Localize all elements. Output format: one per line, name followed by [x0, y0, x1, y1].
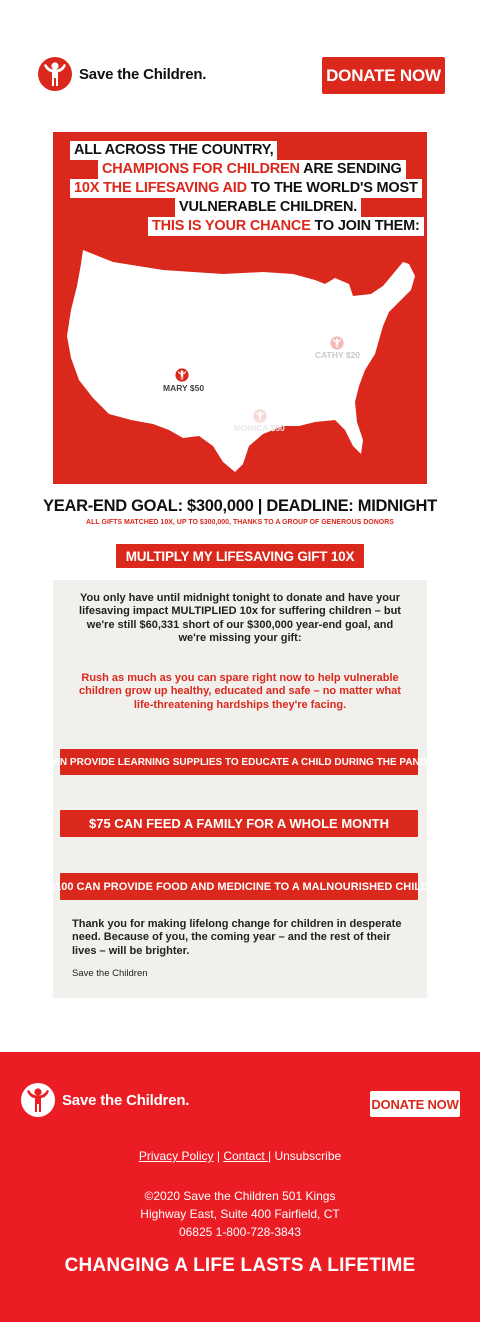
footer-links	[0, 1149, 480, 1163]
email-header	[0, 0, 480, 132]
us-map	[53, 240, 427, 484]
address-line-1: ©2020 Save the Children 501 Kings	[144, 1189, 336, 1203]
gift-option-100[interactable]: $100 CAN PROVIDE FOOD AND MEDICINE TO A MALNOURISHED CHILD	[60, 873, 418, 900]
contact-link[interactable]: Contact	[223, 1149, 269, 1163]
gift-option-40[interactable]: $40 CAN PROVIDE LEARNING SUPPLIES TO EDUCATE A CHILD DURING THE PANDEMIC	[60, 749, 418, 775]
year-end-goal-headline: YEAR-END GOAL: $300,000 | DEADLINE: MIDNIGHT	[43, 497, 437, 515]
hero-line-3	[70, 179, 422, 198]
address-line-3: 06825 1-800-728-3843	[178, 1225, 302, 1239]
gift-option-75[interactable]: $75 CAN FEED A FAMILY FOR A WHOLE MONTH	[60, 810, 418, 837]
hero-line-3-rest: TO THE WORLD'S MOST	[246, 180, 418, 196]
link-separator: |	[268, 1149, 275, 1163]
hero-line-5-rest: TO JOIN THEM:	[310, 218, 420, 234]
donor-pin-icon	[253, 409, 267, 423]
donor-pin-icon	[175, 368, 189, 382]
link-separator: |	[213, 1149, 224, 1163]
multiply-gift-button[interactable]: MULTIPLY MY LIFESAVING GIFT 10X	[116, 544, 364, 568]
signature: Save the Children	[72, 968, 148, 979]
unsubscribe-link[interactable]: Unsubscribe	[274, 1149, 342, 1163]
donate-now-button[interactable]: DONATE NOW	[322, 57, 445, 94]
thank-you-paragraph: Thank you for making lifelong change for children in desperate need. Because of you, the coming year – and the rest of their lives – will be brighter.	[72, 918, 402, 957]
hero-line-3-highlight: 10X THE LIFESAVING AID	[74, 180, 247, 196]
hero-banner	[53, 132, 427, 484]
hero-line-2-highlight: CHAMPIONS FOR CHILDREN	[102, 161, 300, 177]
footer-logo[interactable]	[20, 1082, 189, 1118]
urgent-paragraph: Rush as much as you can spare right now to help vulnerable children grow up healthy, educated and safe – no matter what life-threatening hardships they're facing.	[79, 672, 401, 711]
footer-tagline: CHANGING A LIFE LASTS A LIFETIME	[64, 1255, 416, 1276]
hero-line-5	[148, 217, 424, 236]
child-figure-icon	[37, 56, 73, 92]
hero-line-1: ALL ACROSS THE COUNTRY,	[70, 141, 277, 160]
message-panel	[26, 580, 452, 998]
matched-gifts-note: ALL GIFTS MATCHED 10X, UP TO $300,000, THANKS TO A GROUP OF GENEROUS DONORS	[86, 519, 394, 526]
donor-label-cathy: CATHY $20	[315, 350, 361, 360]
donor-label-mary: MARY $50	[163, 383, 205, 393]
logo-text: Save the Children.	[79, 65, 207, 83]
hero-line-4: VULNERABLE CHILDREN.	[175, 198, 361, 217]
hero-line-5-highlight: THIS IS YOUR CHANCE	[152, 218, 311, 234]
address-line-2: Highway East, Suite 400 Fairfield, CT	[140, 1207, 340, 1221]
save-the-children-logo[interactable]	[37, 56, 206, 92]
footer	[0, 1052, 480, 1322]
intro-paragraph: You only have until midnight tonight to donate and have your lifesaving impact MULTIPLIED 10x for suffering children – but we're still $60,331 short of our $300,000 year-end goal, and we're missing your gift:	[79, 592, 401, 644]
hero-line-2-rest: ARE SENDING	[299, 161, 402, 177]
footer-address	[0, 1187, 480, 1241]
donor-pin-icon	[330, 336, 344, 350]
child-figure-icon	[20, 1082, 56, 1118]
footer-donate-now-button[interactable]: DONATE NOW	[370, 1091, 460, 1117]
donor-label-monica: MONICA $50	[234, 423, 285, 433]
footer-logo-text: Save the Children.	[62, 1091, 190, 1109]
hero-line-2	[98, 160, 406, 179]
privacy-policy-link[interactable]: Privacy Policy	[138, 1149, 214, 1163]
